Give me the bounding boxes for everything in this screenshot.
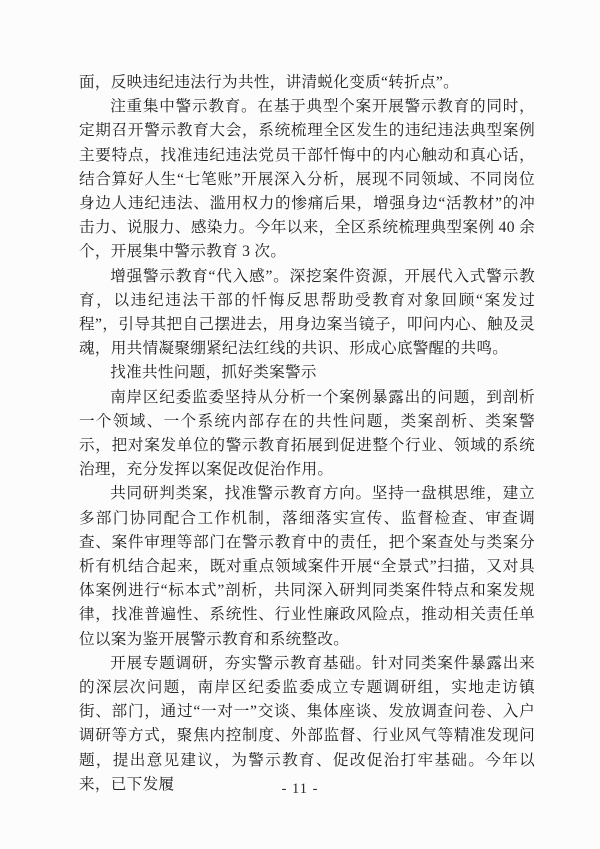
- paragraph: 共同研判类案，找准警示教育方向。坚持一盘棋思维，建立多部门协同配合工作机制，落细落实宣传、监督检查、审查调查、案件审理等部门在警示教育中的责任，把个案查处与类案分析有机结合起来，既对重点领域案件开展“全景式”扫描，又对具体案例进行“标本式”剖析，共同深入研判同类案件特点和案发规律，找准普遍性、系统性、行业性廉政风险点，推动相关责任单位以案为鉴开展警示教育和系统整改。: [79, 485, 535, 648]
- document-body: [79, 71, 535, 797]
- section-heading: 找准共性问题，抓好类案警示: [110, 364, 317, 382]
- paragraph: 开展专题调研，夯实警示教育基础。针对同类案件暴露出来的深层次问题，南岸区纪委监委成立专题调研组，实地走访镇街、部门，通过“一对一”交谈、集体座谈、发放调查问卷、入户调研等方式，聚焦内控制度、外部监督、行业风气等精准发现问题，提出意见建议，为警示教育、促改促治打牢基础。今年以来，已下发履: [79, 654, 535, 793]
- page-number: - 11 -: [281, 781, 319, 797]
- paragraph-continuation: 面，反映违纪违法行为共性，讲清蜕化变质“转折点”。: [79, 74, 459, 91]
- paragraph: 南岸区纪委监委坚持从分析一个案例暴露出的问题，到剖析一个领域、一个系统内部存在的共性问题，类案剖析、类案警示，把对案发单位的警示教育拓展到促进整个行业、领域的系统治理，充分发挥以案促改促治作用。: [79, 388, 535, 479]
- paragraph: 注重集中警示教育。在基于典型个案开展警示教育的同时，定期召开警示教育大会，系统梳理全区发生的违纪违法典型案例主要特点，找准违纪违法党员干部忏悔中的内心触动和真心话，结合算好人生“七笔账”开展深入分析，展现不同领域、不同岗位身边人违纪违法、滥用权力的惨痛后果，增强身边“活教材”的冲击力、说服力、感染力。今年以来，全区系统梳理典型案例 40 余个，开展集中警示教育 3 次。: [79, 98, 535, 261]
- paragraph: 增强警示教育“代入感”。深挖案件资源，开展代入式警示教育，以违纪违法干部的忏悔反思帮助受教育对象回顾“案发过程”，引导其把自己摆进去，用身边案当镜子，叩问内心、触及灵魂，用共情凝聚绷紧纪法红线的共识、形成心底警醒的共鸣。: [79, 267, 535, 358]
